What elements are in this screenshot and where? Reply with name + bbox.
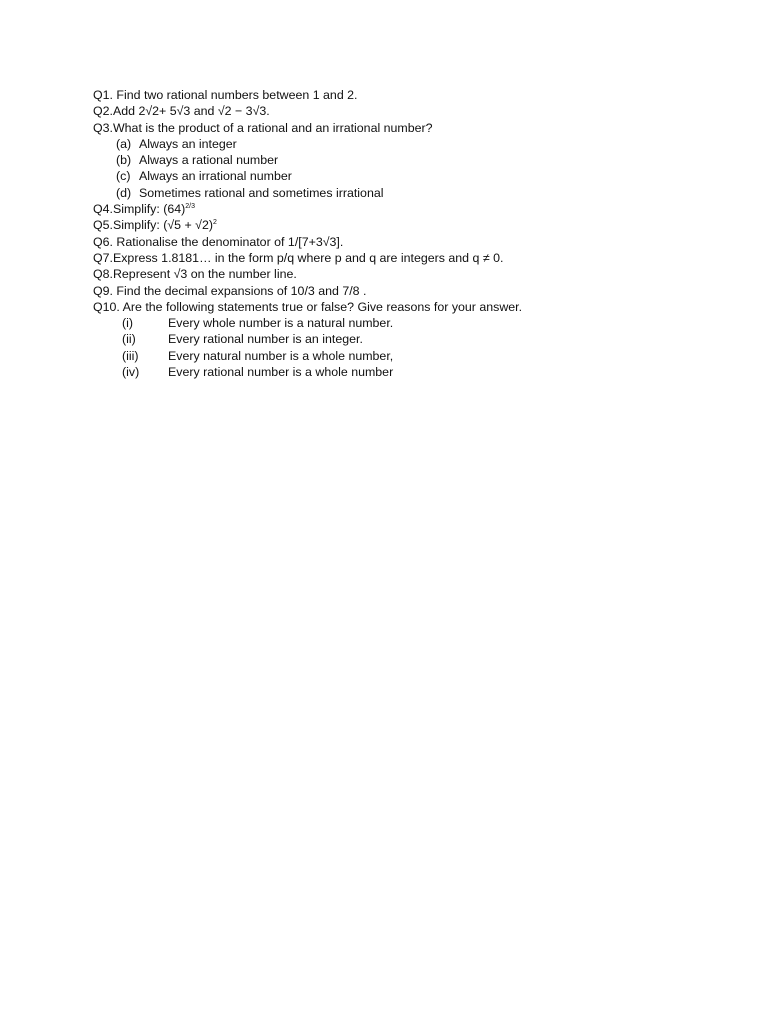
q3-option-d [93, 185, 713, 201]
item-text: Every natural number is a whole number, [168, 348, 394, 363]
option-marker: (c) [116, 169, 131, 184]
question-3: Q3.What is the product of a rational and an irrational number? [93, 120, 433, 135]
option-text: Always an integer [139, 136, 237, 151]
question-9: Q9. Find the decimal expansions of 10/3 and 7/8 . [93, 283, 367, 298]
q10-item-iii [93, 348, 713, 364]
item-marker: (iv) [122, 365, 140, 380]
option-text: Always an irrational number [139, 169, 292, 184]
item-marker: (iii) [122, 348, 139, 363]
q10-item-i [93, 315, 713, 331]
item-marker: (i) [122, 316, 134, 331]
question-8: Q8.Represent √3 on the number line. [93, 267, 297, 282]
option-text: Sometimes rational and sometimes irrational [139, 185, 384, 200]
question-4-text: Q4.Simplify: (64) [93, 202, 186, 217]
item-text: Every rational number is a whole number [168, 365, 394, 380]
question-4 [93, 201, 713, 217]
q10-item-ii [93, 331, 713, 347]
question-5-exponent: 2 [213, 219, 217, 227]
q3-option-b [93, 152, 713, 168]
item-marker: (ii) [122, 332, 136, 347]
option-marker: (d) [116, 185, 132, 200]
item-text: Every rational number is an integer. [168, 332, 363, 347]
option-text: Always a rational number [139, 153, 279, 168]
question-7: Q7.Express 1.8181… in the form p/q where p and q are integers and q ≠ 0. [93, 250, 504, 265]
question-1: Q1. Find two rational numbers between 1 and 2. [93, 88, 358, 102]
q3-option-a [93, 136, 713, 152]
option-marker: (b) [116, 153, 132, 168]
question-5-text: Q5.Simplify: (√5 + √2) [93, 218, 213, 233]
question-list [93, 87, 713, 380]
question-10: Q10. Are the following statements true or false? Give reasons for your answer. [93, 299, 523, 314]
question-6: Q6. Rationalise the denominator of 1/[7+3√3]. [93, 234, 344, 249]
q10-item-iv [93, 364, 713, 380]
question-5 [93, 217, 713, 233]
item-text: Every whole number is a natural number. [168, 316, 394, 331]
question-4-exponent: 2/3 [185, 203, 195, 211]
option-marker: (a) [116, 136, 132, 151]
question-2: Q2.Add 2√2+ 5√3 and √2 − 3√3. [93, 104, 270, 119]
q3-option-c [93, 168, 713, 184]
